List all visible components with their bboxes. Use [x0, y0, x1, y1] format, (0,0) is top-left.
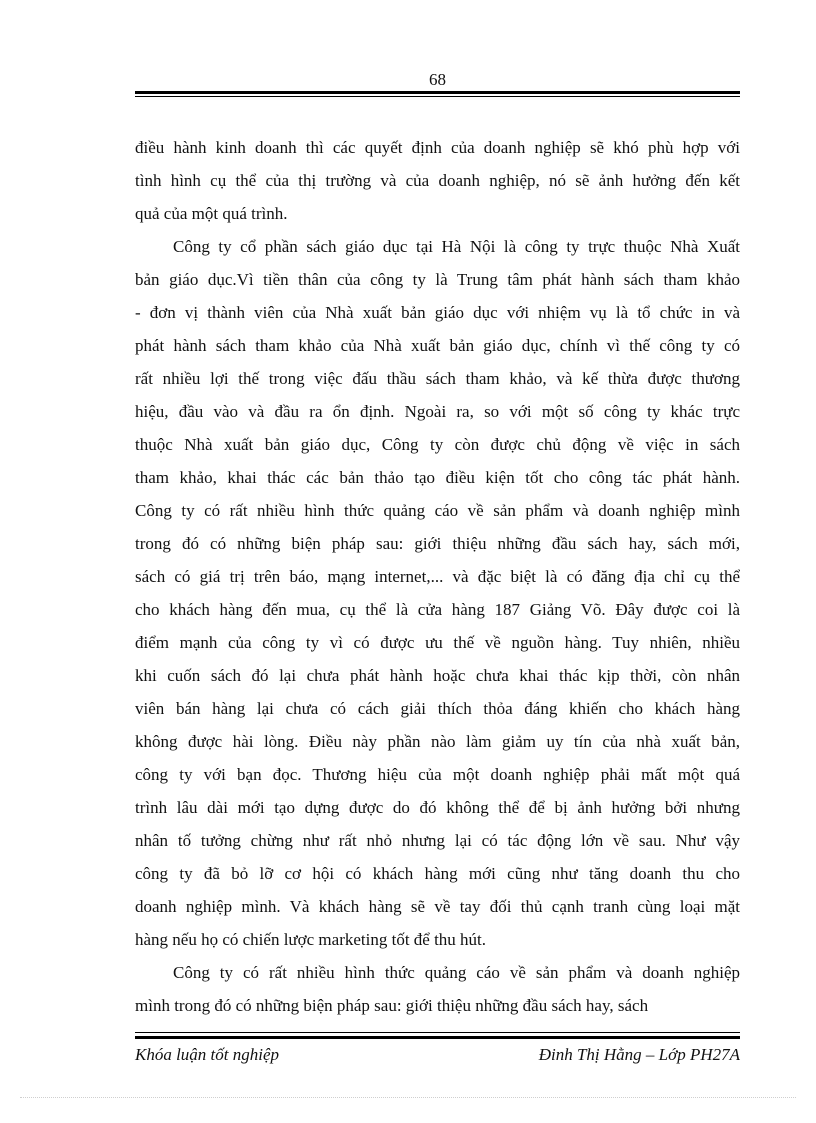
text-line: viên bán hàng lại chưa có cách giải thích thỏa đáng khiến cho khách hàng [135, 699, 740, 718]
text-line: khi cuốn sách đó lại chưa phát hành hoặc chưa khai thác kịp thời, còn nhân [135, 666, 740, 685]
footer-right-text: Đinh Thị Hằng – Lớp PH27A [538, 1045, 740, 1064]
header-rule-thin [135, 96, 740, 97]
body-text [135, 131, 740, 1022]
paragraph [135, 230, 740, 956]
text-line: trong đó có những biện pháp sau: giới thiệu những đầu sách hay, sách mới, [135, 534, 740, 553]
text-line: quả của một quá trình. [135, 204, 288, 223]
text-line: phát hành sách tham khảo của Nhà xuất bản giáo dục, chính vì thế công ty có [135, 336, 740, 355]
text-line: công ty với bạn đọc. Thương hiệu của một doanh nghiệp phải mất một quá [135, 765, 740, 784]
text-line: - đơn vị thành viên của Nhà xuất bản giáo dục với nhiệm vụ là tổ chức in và [135, 303, 740, 322]
text-line: doanh nghiệp mình. Và khách hàng sẽ về tay đối thủ cạnh tranh cùng loại mặt [135, 897, 740, 916]
paragraph [135, 131, 740, 230]
footer-rule-thin [135, 1032, 740, 1033]
text-line: tham khảo, khai thác các bản thảo tạo điều kiện tốt cho công tác phát hành. [135, 468, 740, 487]
text-line: mình trong đó có những biện pháp sau: giới thiệu những đầu sách hay, sách [135, 996, 649, 1015]
footer-left-text: Khóa luận tốt nghiệp [135, 1045, 280, 1064]
text-line: sách có giá trị trên báo, mạng internet,... và đặc biệt là có đăng địa chỉ cụ thể [135, 567, 740, 586]
text-line: nhân tố tưởng chừng như rất nhỏ nhưng lại có tác động lớn về sau. Như vậy [135, 831, 740, 850]
text-line: Công ty cổ phần sách giáo dục tại Hà Nội là công ty trực thuộc Nhà Xuất [173, 237, 740, 256]
text-line: rất nhiều lợi thế trong việc đấu thầu sách tham khảo, và kế thừa được thương [135, 369, 740, 388]
footer [135, 1044, 740, 1066]
footer-rule-thick [135, 1036, 740, 1039]
text-line: hiệu, đầu vào và đầu ra ổn định. Ngoài ra, so với một số công ty khác trực [135, 402, 740, 421]
text-line: hàng nếu họ có chiến lược marketing tốt để thu hút. [135, 930, 487, 949]
text-line: bản giáo dục.Vì tiền thân của công ty là Trung tâm phát hành sách tham khảo [135, 270, 740, 289]
paragraph [135, 956, 740, 1022]
text-line: không được hài lòng. Điều này phần nào làm giảm uy tín của nhà xuất bản, [135, 732, 740, 751]
text-line: thuộc Nhà xuất bản giáo dục, Công ty còn được chủ động về việc in sách [135, 435, 740, 454]
text-line: trình lâu dài mới tạo dựng được do đó không thể để bị ảnh hưởng bởi nhưng [135, 798, 740, 817]
text-line: tình hình cụ thể của thị trường và của doanh nghiệp, nó sẽ ảnh hưởng đến kết [135, 171, 740, 190]
bottom-dotted-line [20, 1097, 796, 1098]
text-line: công ty đã bỏ lỡ cơ hội có khách hàng mới cũng như tăng doanh thu cho [135, 864, 740, 883]
text-line: điều hành kinh doanh thì các quyết định của doanh nghiệp sẽ khó phù hợp với [135, 138, 740, 157]
text-line: Công ty có rất nhiều hình thức quảng cáo về sản phẩm và doanh nghiệp mình [135, 501, 740, 520]
page-number: 68 [429, 70, 446, 89]
header-rule-thick [135, 91, 740, 94]
text-line: cho khách hàng đến mua, cụ thể là cửa hàng 187 Giảng Võ. Đây được coi là [135, 600, 740, 619]
text-line: Công ty có rất nhiều hình thức quảng cáo về sản phẩm và doanh nghiệp [173, 963, 740, 982]
text-line: điểm mạnh của công ty vì có được ưu thế về nguồn hàng. Tuy nhiên, nhiều [135, 633, 740, 652]
